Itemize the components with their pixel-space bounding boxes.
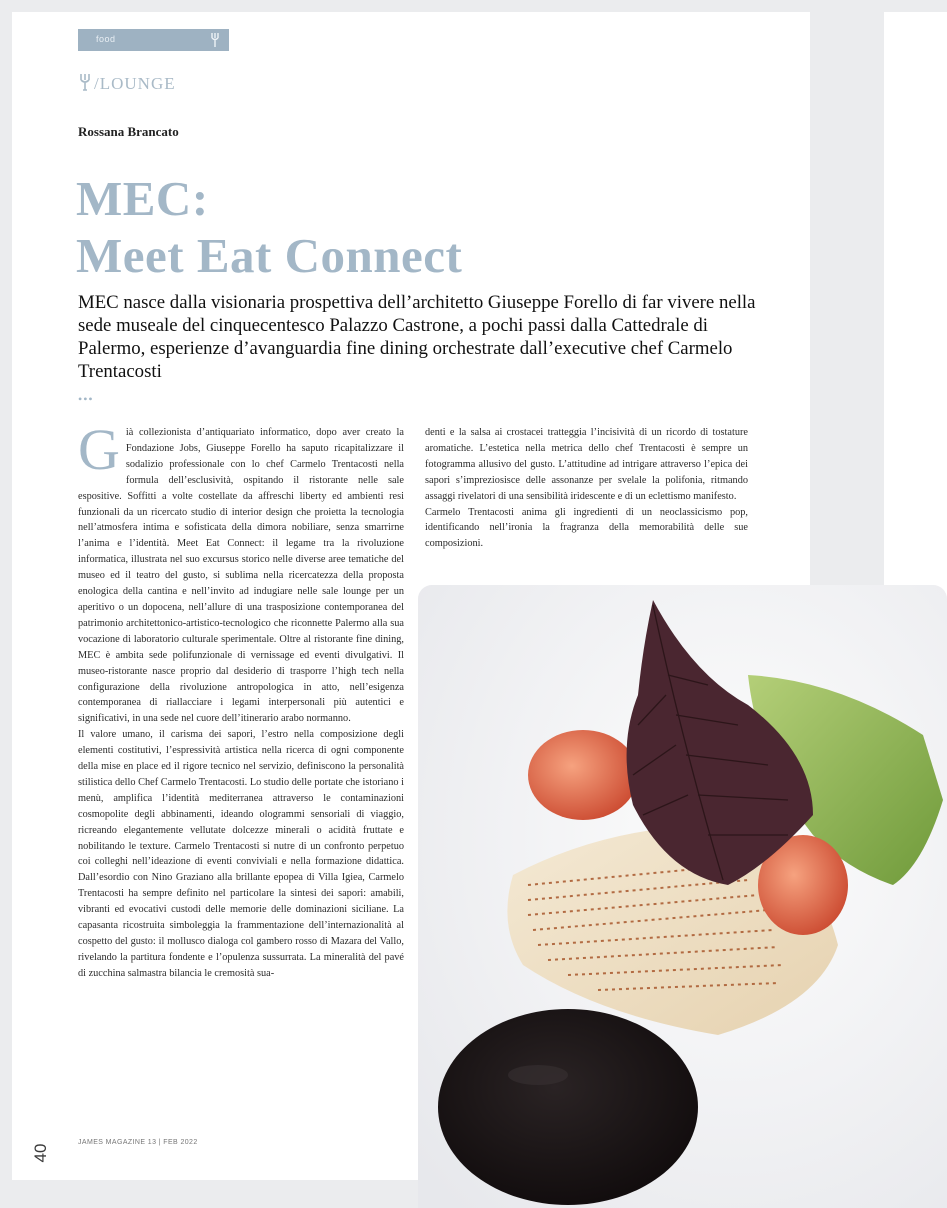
page-number: 40	[31, 1143, 50, 1163]
dish-photo	[418, 585, 947, 1208]
body-column-2	[425, 425, 748, 552]
body-paragraph: Il valore umano, il carisma dei sapori, l’estro nella composizione degli elementi costitutivi, l’espressività artistica nella ricerca di ogni componente della mise en place ed il rigore tecnico nel servizio, definiscono la personalità stilistica dello Chef Carmelo Trentacosti. Lo studio delle portate che istoriano i menù, amplifica l’identità mediterranea attraverso le contaminazioni cosmopolite degli abbinamenti, ideando ologrammi sensoriali di viaggio, ricreando elegantemente vellutate dolcezze minerali o acidità fruttate e nobilitando le texture. Carmelo Trentacosti si nutre di un confronto perpetuo coi colleghi nell’ideazione di eventi conviviali e nella formazione didattica. Dall’esordio con Nino Graziano alla brillante epopea di Villa Igiea, Carmelo Trentacosti ha sempre definito nel particolare la sintesi dei sapori: amabili, vibranti ed evocativi custodi delle memorie delle dominazioni siciliane. La capasanta ricostruita simboleggia la frammentazione dell’internazionalità al cospetto del gusto: il mollusco dialoga col gambero rosso di Mazara del Vallo, rivelando la partitura fondente e l’opulenza sussurrata. La mineralità del pavé di zucchina salmastra bilancia le cremosità sua-	[78, 729, 404, 979]
title-line-2: Meet Eat Connect	[76, 228, 463, 283]
paragraph-text: ià collezionista d’antiquariato informatico, dopo aver creato la Fondazione Jobs, Giuseppe Forello ha saputo ricapitalizzare il sodalizio professionale con lo chef Carmelo Trentacosti nella formula dell’esclusività, ospitando il ristorante nelle sale espositive. Soffitti a volte costellate da affreschi liberty ed ambienti resi funzionali da un ricercato studio di interior design che proietta la tecnologia nell’atmosfera intima e sofisticata della dimora nobiliare, senza smarrirne l’anima e l’identità. Meet Eat Connect: il legame tra la rivoluzione informatica, illustrata nel suo excursus storico nelle diverse aree tematiche del museo ed il teatro del gusto, si sublima nella ricercatezza della proposta enologica della cantina e nell’invito ad indugiare nelle sale lounge per un aperitivo o un dopocena, nell’allure di una trasposizione contemporanea del patrimonio architettonico-artistico-tecnologico che riconnette Palermo alla sua vocazione di laboratorio culturale sperimentale. Oltre al ristorante fine dining, MEC è ambita sede polifunzionale di vernissage ed eventi divulgativi. Il museo-ristorante nasce proprio dal desiderio di trasporre l’high tech nella configurazione della rivoluzione antropologica in atto, nell’esigenza contemporanea di riallacciare i legami interpersonali più autentici e significativi, in una sede nel cuore dell’itinerario arabo normanno.	[78, 427, 404, 725]
author-byline: Rossana Brancato	[78, 124, 179, 139]
red-prawn	[528, 730, 638, 820]
magazine-footer: JAMES MAGAZINE 13 | FEB 2022	[78, 1139, 198, 1146]
body-paragraph: Carmelo Trentacosti anima gli ingredienti di un neoclassicismo pop, identificando nell’ironia la fragranza della memorabilità delle sue composizioni.	[425, 506, 748, 550]
fork-logo-icon	[209, 32, 221, 48]
title-line-1: MEC:	[76, 171, 209, 226]
body-column-1	[78, 417, 404, 982]
article-title	[76, 170, 462, 284]
section-heading	[78, 72, 176, 96]
lounge-label: /LOUNGE	[94, 74, 176, 93]
section-tag: food	[96, 34, 116, 44]
dark-sauce	[438, 1009, 698, 1205]
body-paragraph: denti e la salsa ai crostacei tratteggia l’incisività di un ricordo di tostature aromatiche. L’estetica nella metrica dello chef Trentacosti è sempre un fotogramma allusivo del gusto. L’attitudine ad intrigare attraverso l’epica dei sapori s’impreziosisce delle assonanze per svelale la polifonia, ritmando assaggi rivelatori di una sensibilità iridescente e di un eclettismo manifesto.	[425, 427, 748, 502]
drop-cap: G	[78, 417, 120, 482]
body-paragraph	[78, 417, 404, 727]
fork-logo-icon	[78, 72, 92, 92]
dish-photo-illustration	[418, 585, 947, 1208]
divider-dots: •••	[78, 392, 94, 406]
article-lead: MEC nasce dalla visionaria prospettiva dell’architetto Giuseppe Forello di far vivere nella sede museale del cinquecentesco Palazzo Castrone, a pochi passi dalla Cattedrale di Palermo, esperienze d’avanguardia fine dining orchestrate dall’executive chef Carmelo Trentacosti	[78, 292, 756, 382]
section-tab	[78, 29, 229, 51]
